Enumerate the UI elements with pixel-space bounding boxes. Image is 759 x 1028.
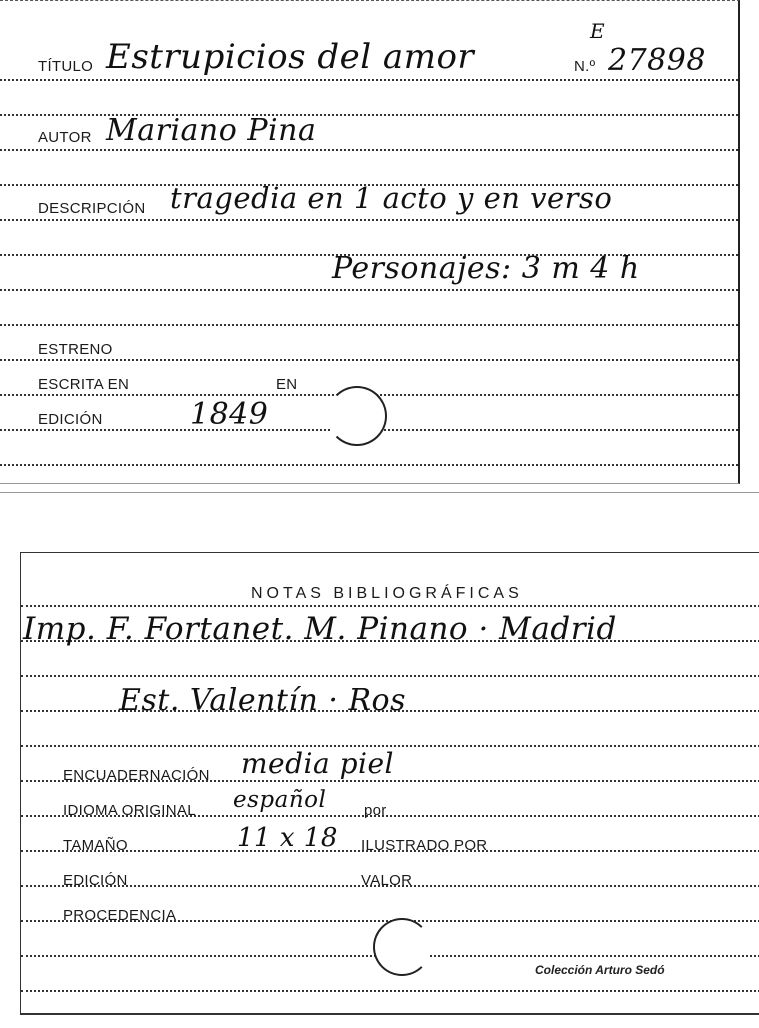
ruled-line bbox=[21, 990, 759, 992]
edicion-label: EDICIÓN bbox=[38, 411, 103, 428]
note-line-2: Est. Valentín · Ros bbox=[119, 683, 407, 718]
estreno-label: ESTRENO bbox=[38, 341, 113, 358]
escrita-en-label: ESCRITA EN bbox=[38, 376, 130, 393]
ilustrado-label: ILUSTRADO POR bbox=[361, 837, 488, 854]
edicion-label-bottom: EDICIÓN bbox=[63, 872, 128, 889]
ruled-line bbox=[21, 605, 759, 607]
numero-value: 27898 bbox=[608, 43, 706, 78]
tamano-value: 11 x 18 bbox=[237, 823, 338, 853]
edicion-value: 1849 bbox=[190, 397, 269, 432]
encuadernacion-value: media piel bbox=[241, 747, 394, 780]
procedencia-label: PROCEDENCIA bbox=[63, 907, 177, 924]
tamano-label: TAMAÑO bbox=[63, 837, 128, 854]
punch-hole bbox=[373, 918, 431, 976]
ruled-line bbox=[0, 464, 738, 466]
punch-hole bbox=[327, 386, 387, 446]
titulo-value: Estrupicios del amor bbox=[106, 37, 475, 77]
ruled-line bbox=[0, 289, 738, 291]
numero-annotation: E bbox=[590, 19, 606, 43]
valor-label: VALOR bbox=[361, 872, 413, 889]
autor-label: AUTOR bbox=[38, 129, 92, 146]
notas-header: NOTAS BIBLIOGRÁFICAS bbox=[251, 585, 523, 602]
catalog-card-bottom bbox=[20, 552, 759, 1015]
idioma-label: IDIOMA ORIGINAL bbox=[63, 802, 196, 819]
ruled-line bbox=[0, 149, 738, 151]
catalog-card-top bbox=[0, 0, 740, 484]
personajes-value: Personajes: 3 m 4 h bbox=[332, 251, 640, 286]
descripcion-value: tragedia en 1 acto y en verso bbox=[170, 181, 613, 215]
encuadernacion-label: ENCUADERNACIÓN bbox=[63, 767, 210, 784]
coleccion-label: Colección Arturo Sedó bbox=[535, 963, 665, 977]
note-line-1: Imp. F. Fortanet. M. Pinano · Madrid bbox=[23, 611, 617, 647]
en-label: EN bbox=[276, 376, 298, 393]
card-separator bbox=[0, 492, 759, 493]
por-label: por bbox=[364, 802, 387, 819]
ruled-line bbox=[0, 219, 738, 221]
numero-label: N.º bbox=[574, 58, 596, 75]
ruled-line bbox=[0, 79, 738, 81]
ruled-line bbox=[21, 675, 759, 677]
ruled-line bbox=[0, 324, 738, 326]
ruled-line bbox=[0, 359, 738, 361]
autor-value: Mariano Pina bbox=[106, 113, 317, 148]
descripcion-label: DESCRIPCIÓN bbox=[38, 200, 146, 217]
idioma-value: español bbox=[233, 787, 327, 813]
titulo-label: TÍTULO bbox=[38, 58, 94, 75]
